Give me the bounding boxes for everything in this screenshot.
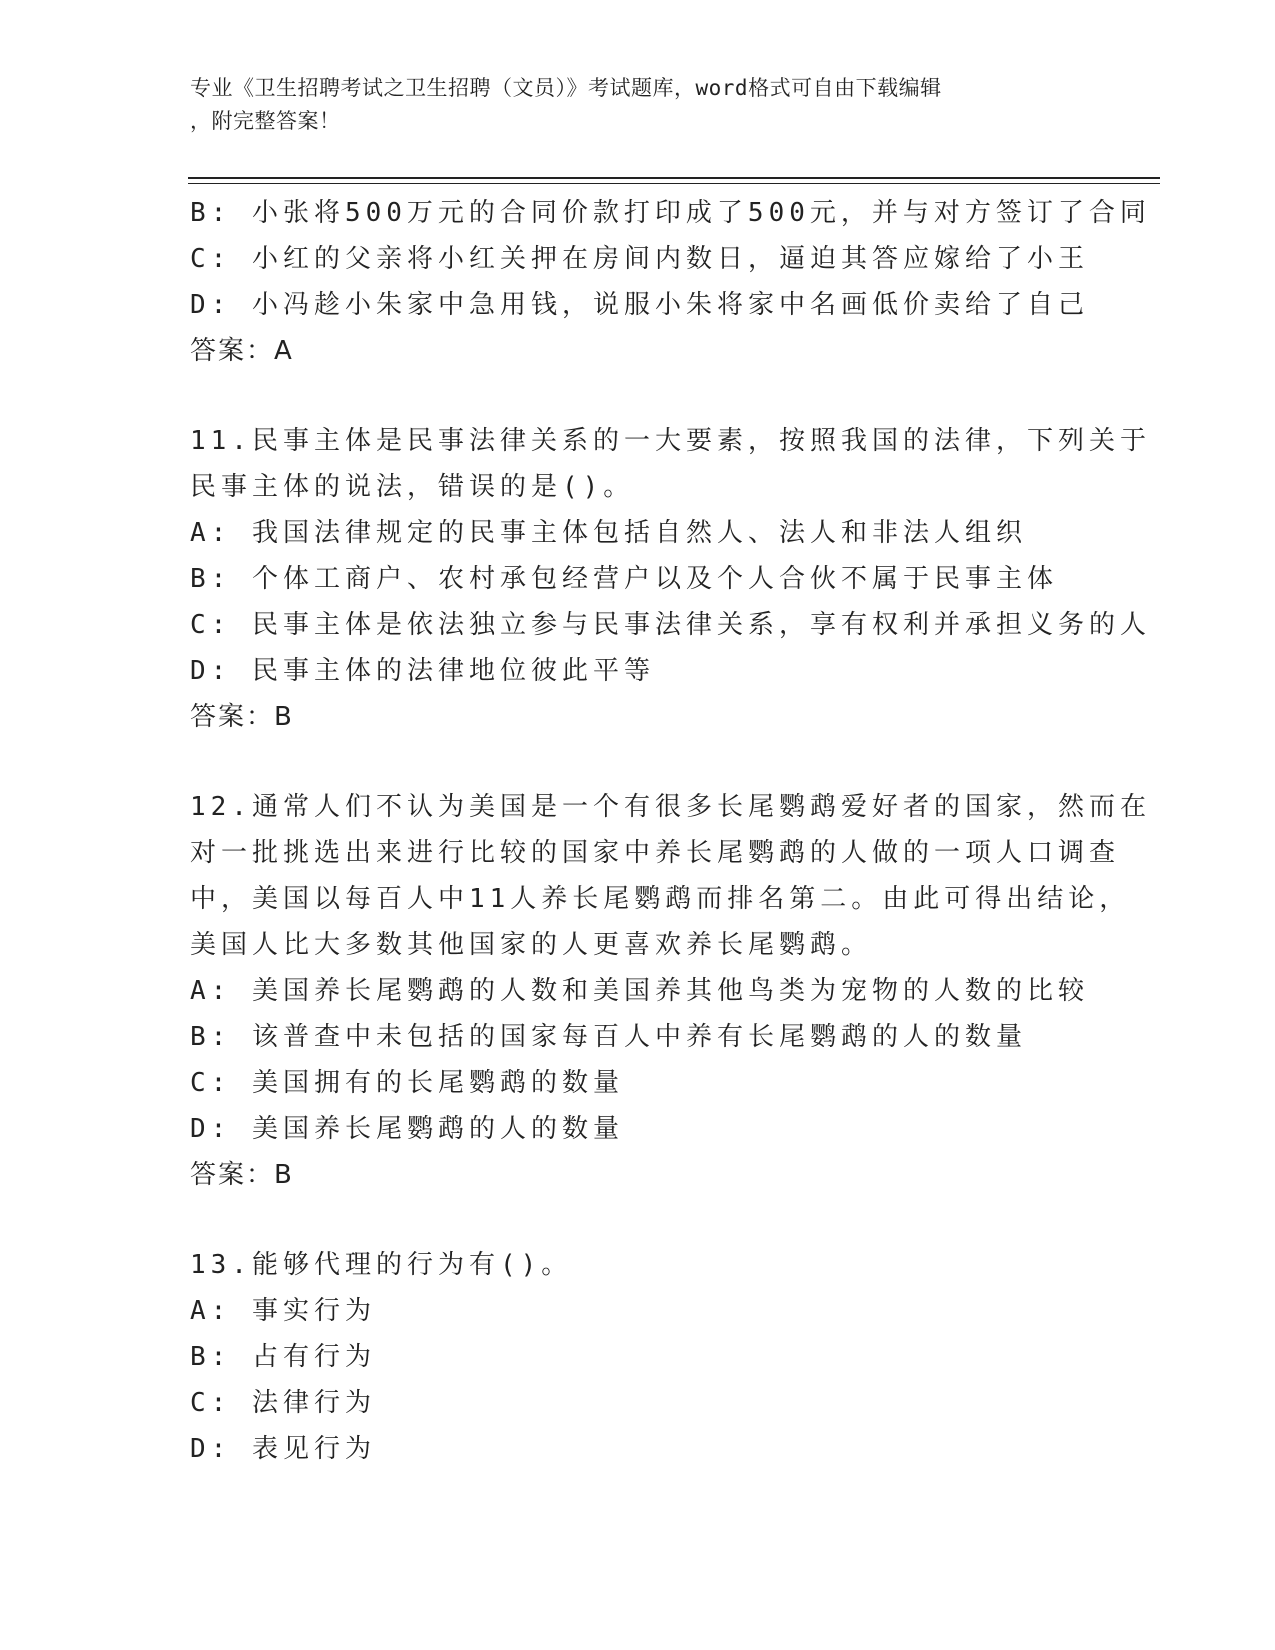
question-stem-line: 民事主体的说法，错误的是()。 [190,472,635,502]
question-stem-line: 13.能够代理的行为有()。 [190,1250,573,1280]
option-d: D: 美国养长尾鹦鹉的人的数量 [190,1114,624,1144]
spacer [190,1198,1090,1242]
question-stem-line: 11.民事主体是民事法律关系的一大要素，按照我国的法律，下列关于 [190,426,1151,456]
option-c: C: 民事主体是依法独立参与民事法律关系，享有权利并承担义务的人 [190,610,1151,640]
question-prev [190,190,1151,374]
header-divider-thin [188,183,1160,184]
header-line-2: ，附完整答案！ [190,109,341,133]
option-b: B: 该普查中未包括的国家每百人中养有长尾鹦鹉的人的数量 [190,1022,1027,1052]
header-line-1: 专业《卫生招聘考试之卫生招聘（文员）》考试题库，word格式可自由下载编辑 [190,76,942,100]
option-c: C: 美国拥有的长尾鹦鹉的数量 [190,1068,624,1098]
option-a: A: 我国法律规定的民事主体包括自然人、法人和非法人组织 [190,518,1027,548]
question-11 [190,418,1151,740]
question-stem-line: 12.通常人们不认为美国是一个有很多长尾鹦鹉爱好者的国家，然而在 [190,792,1151,822]
answer-label: 答案：A [190,336,294,366]
option-d: D: 民事主体的法律地位彼此平等 [190,656,655,686]
spacer [190,740,1090,784]
document-header [190,72,1070,138]
option-b: B: 小张将500万元的合同价款打印成了500元，并与对方签订了合同 [190,198,1151,228]
answer-label: 答案：B [190,1160,294,1190]
option-b: B: 个体工商户、农村承包经营户以及个人合伙不属于民事主体 [190,564,1058,594]
question-content [190,190,1151,1472]
option-a: A: 美国养长尾鹦鹉的人数和美国养其他鸟类为宠物的人数的比较 [190,976,1089,1006]
question-13 [190,1242,1090,1472]
question-stem-line: 对一批挑选出来进行比较的国家中养长尾鹦鹉的人做的一项人口调查 [190,838,1121,868]
question-stem-line: 美国人比大多数其他国家的人更喜欢养长尾鹦鹉。 [190,930,873,960]
option-d: D: 表见行为 [190,1434,376,1464]
option-b: B: 占有行为 [190,1342,376,1372]
spacer [190,374,1090,418]
option-c: C: 法律行为 [190,1388,376,1418]
option-c: C: 小红的父亲将小红关押在房间内数日，逼迫其答应嫁给了小王 [190,244,1089,274]
question-12 [190,784,1151,1198]
header-divider-thick [188,177,1160,179]
option-d: D: 小冯趁小朱家中急用钱，说服小朱将家中名画低价卖给了自己 [190,290,1089,320]
option-a: A: 事实行为 [190,1296,376,1326]
answer-label: 答案：B [190,702,294,732]
question-stem-line: 中，美国以每百人中11人养长尾鹦鹉而排名第二。由此可得出结论， [190,884,1131,914]
